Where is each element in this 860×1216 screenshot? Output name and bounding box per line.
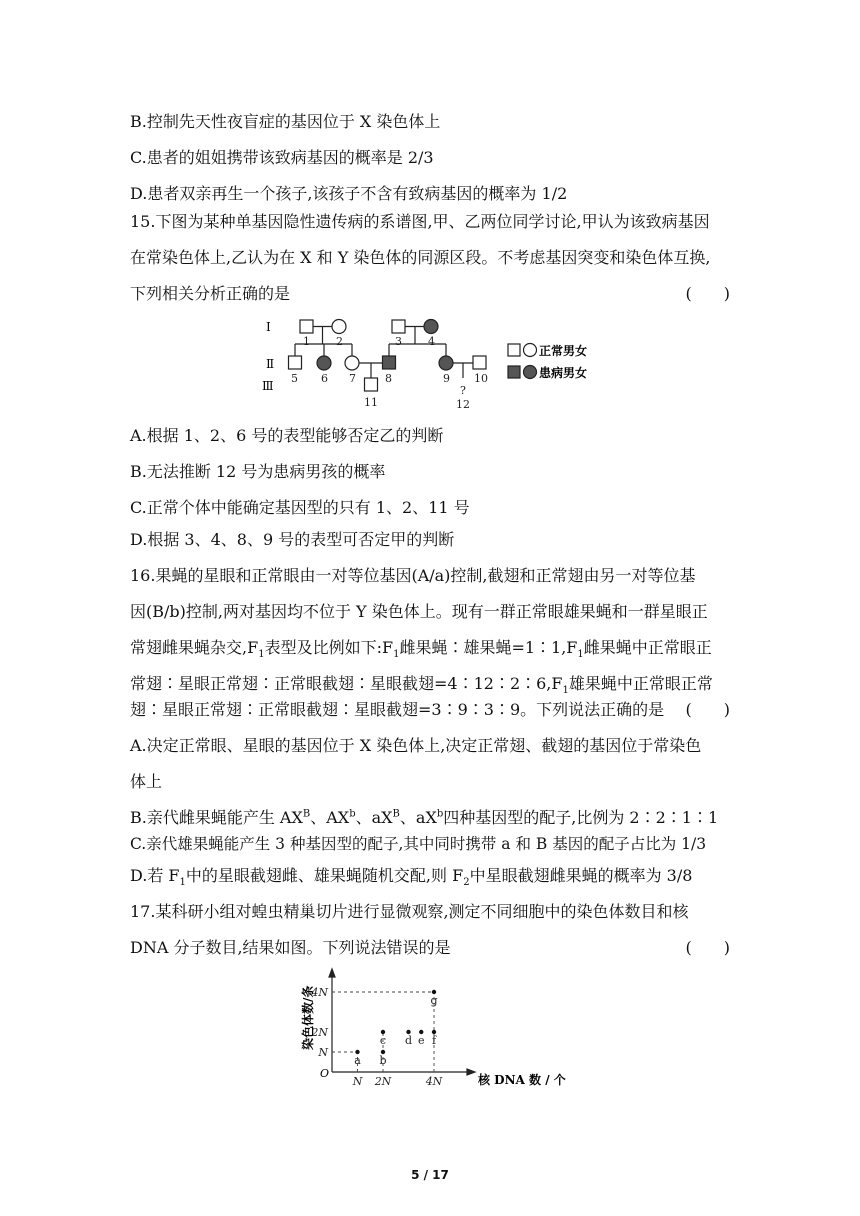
point-label-d: d: [404, 1034, 413, 1047]
q16-option-b: [130, 806, 730, 830]
q16-optb-pre: B.亲代雌果蝇能产生 AX: [130, 808, 303, 827]
q16-l4b: 雄果蝇中正常眼正常: [568, 674, 713, 693]
q16-l3a: 常翅雌果蝇杂交,F: [130, 638, 259, 657]
q16-stem-line1: 16.果蝇的星眼和正常眼由一对等位基因(A/a)控制,截翅和正常翅由另一对等位基: [130, 566, 696, 585]
y-axis-label: 染色体数/条: [301, 985, 315, 1050]
q16-sub-f2: 2: [463, 877, 470, 889]
label-7: 7: [349, 372, 356, 385]
q16-l3b: 表型及比例如下:F: [264, 638, 394, 657]
generation-label-3: Ⅲ: [262, 379, 274, 393]
q15-stem-text: 下列相关分析正确的是: [130, 284, 291, 303]
label-2: 2: [336, 335, 343, 348]
x-tick-label-3: 4N: [425, 1075, 443, 1088]
individual-7: [345, 356, 359, 370]
q16-optb-m2: 、aX: [355, 808, 393, 827]
q16-sub-f1a: 1: [258, 649, 265, 661]
q16-sub-f1d: 1: [562, 685, 569, 697]
individual-8: [383, 356, 396, 369]
q15-answer-paren: ( ): [685, 284, 730, 303]
q15-stem-line1: 15.下图为某种单基因隐性遗传病的系谱图,甲、乙两位同学讨论,甲认为该致病基因: [130, 212, 710, 231]
individual-11: [365, 378, 378, 391]
label-1: 1: [303, 335, 310, 348]
q15-option-d: D.根据 3、4、8、9 号的表型可否定甲的判断: [130, 530, 455, 549]
q14-option-b: B.控制先天性夜盲症的基因位于 X 染色体上: [130, 112, 441, 131]
q16-optb-s2: b: [349, 808, 356, 820]
legend-normal-male-icon: [508, 344, 520, 356]
q16-sub-f1b: 1: [393, 649, 400, 661]
chromosome-dna-scatter-chart: [292, 966, 622, 1090]
q16-option-a-line2: 体上: [130, 772, 163, 791]
pedigree-diagram: [260, 312, 600, 416]
x-axis-label: 核 DNA 数 / 个: [478, 1073, 566, 1087]
individual-6: [317, 356, 331, 370]
label-11: 11: [364, 396, 378, 409]
q16-optd-b: 中的星眼截翅雌、雄果蝇随机交配,则 F: [185, 866, 464, 885]
legend-affected-male-icon: [508, 366, 520, 378]
q16-l5: 翅∶星眼正常翅∶正常眼截翅∶星眼截翅=3∶9∶3∶9。下列说法正确的是: [130, 700, 665, 719]
x-tick-label-1: N: [352, 1075, 363, 1088]
q16-stem-line2: 因(B/b)控制,两对基因均不位于 Y 染色体上。现有一群正常眼雄果蝇和一群星眼正: [130, 602, 708, 621]
label-10: 10: [474, 372, 488, 385]
q16-l4a: 常翅∶星眼正常翅∶正常眼截翅∶星眼截翅=4∶12∶2∶6,F: [130, 674, 563, 693]
individual-3: [392, 320, 405, 333]
generation-label-1: Ⅰ: [266, 320, 271, 334]
point-label-e: e: [417, 1034, 425, 1047]
y-axis-arrow: [329, 969, 335, 977]
point-label-g: g: [430, 994, 438, 1007]
q16-option-d: [130, 864, 730, 888]
q17-stem-line2: [130, 936, 730, 960]
label-6: 6: [321, 372, 328, 385]
q16-stem-line3: [130, 636, 730, 660]
q17-stem-line1: 17.某科研小组对蝗虫精巢切片进行显微观察,测定不同细胞中的染色体数目和核: [130, 902, 689, 921]
q16-optb-s4: b: [436, 808, 444, 820]
individual-5: [289, 356, 302, 369]
q15-option-a: A.根据 1、2、6 号的表型能够否定乙的判断: [130, 426, 444, 445]
q16-optd-c: 中星眼截翅雌果蝇的概率为 3/8: [469, 866, 693, 885]
point-label-b: b: [379, 1054, 387, 1067]
q16-optb-post: 四种基因型的配子,比例为 2∶2∶1∶1: [443, 808, 719, 827]
q16-l3d: 雌果蝇中正常眼正: [583, 638, 712, 657]
q15-option-b: B.无法推断 12 号为患病男孩的概率: [130, 462, 386, 481]
q16-option-c: C.亲代雄果蝇能产生 3 种基因型的配子,其中同时携带 a 和 B 基因的配子占比为 1/3: [130, 835, 707, 853]
q16-optb-s3: B: [392, 808, 400, 820]
q16-stem-line5: [130, 698, 730, 722]
individual-1: [300, 320, 313, 333]
point-label-a: a: [354, 1054, 361, 1067]
individual-4: [424, 320, 438, 334]
y-tick-label-2: 2N: [311, 1026, 328, 1039]
generation-label-2: Ⅱ: [266, 357, 275, 371]
label-5: 5: [291, 372, 298, 385]
point-label-c: c: [379, 1034, 387, 1047]
legend-affected-female-icon: [524, 366, 537, 379]
individual-2: [332, 320, 346, 334]
label-9: 9: [443, 372, 450, 385]
legend-affected-label: 患病男女: [539, 366, 588, 380]
label-unknown: ?: [460, 384, 466, 397]
q16-answer-paren: ( ): [685, 700, 730, 719]
q16-sub-f1c: 1: [577, 649, 584, 661]
q16-optb-m3: 、aX: [399, 808, 437, 827]
q16-l3c: 雌果蝇∶雄果蝇=1∶1,F: [399, 638, 578, 657]
label-3: 3: [395, 335, 402, 348]
q16-optb-m1: 、AX: [310, 808, 350, 827]
q16-sub-f1e: 1: [179, 877, 186, 889]
individual-9: [439, 356, 453, 370]
q16-optd-a: D.若 F: [130, 866, 180, 885]
individual-10: [473, 356, 486, 369]
point-label-f: f: [431, 1034, 437, 1047]
q14-option-d: D.患者双亲再生一个孩子,该孩子不含有致病基因的概率为 1/2: [130, 184, 568, 203]
y-tick-label-3: 4N: [311, 986, 328, 999]
q17-answer-paren: ( ): [685, 938, 730, 957]
q16-option-a-line1: A.决定正常眼、星眼的基因位于 X 染色体上,决定正常翅、截翅的基因位于常染色: [130, 736, 702, 755]
x-tick-label-2: 2N: [374, 1075, 392, 1088]
q14-option-c: C.患者的姐姐携带该致病基因的概率是 2/3: [130, 148, 434, 167]
q17-stem-text: DNA 分子数目,结果如图。下列说法错误的是: [130, 938, 451, 957]
q15-option-c: C.正常个体中能确定基因型的只有 1、2、11 号: [130, 498, 470, 517]
page-number: 5 / 17: [411, 1168, 449, 1182]
x-axis-arrow: [467, 1069, 475, 1075]
q16-stem-line4: [130, 672, 730, 696]
legend-normal-female-icon: [524, 344, 537, 357]
q16-optb-s1: B: [302, 808, 311, 820]
origin-label: O: [320, 1067, 330, 1080]
legend-normal-label: 正常男女: [539, 344, 588, 358]
label-4: 4: [428, 335, 435, 348]
y-tick-label-1: N: [318, 1046, 328, 1059]
label-8: 8: [385, 372, 392, 385]
q15-stem-line3: [130, 282, 730, 306]
q15-stem-line2: 在常染色体上,乙认为在 X 和 Y 染色体的同源区段。不考虑基因突变和染色体互换,: [130, 248, 711, 267]
label-12: 12: [456, 398, 470, 411]
